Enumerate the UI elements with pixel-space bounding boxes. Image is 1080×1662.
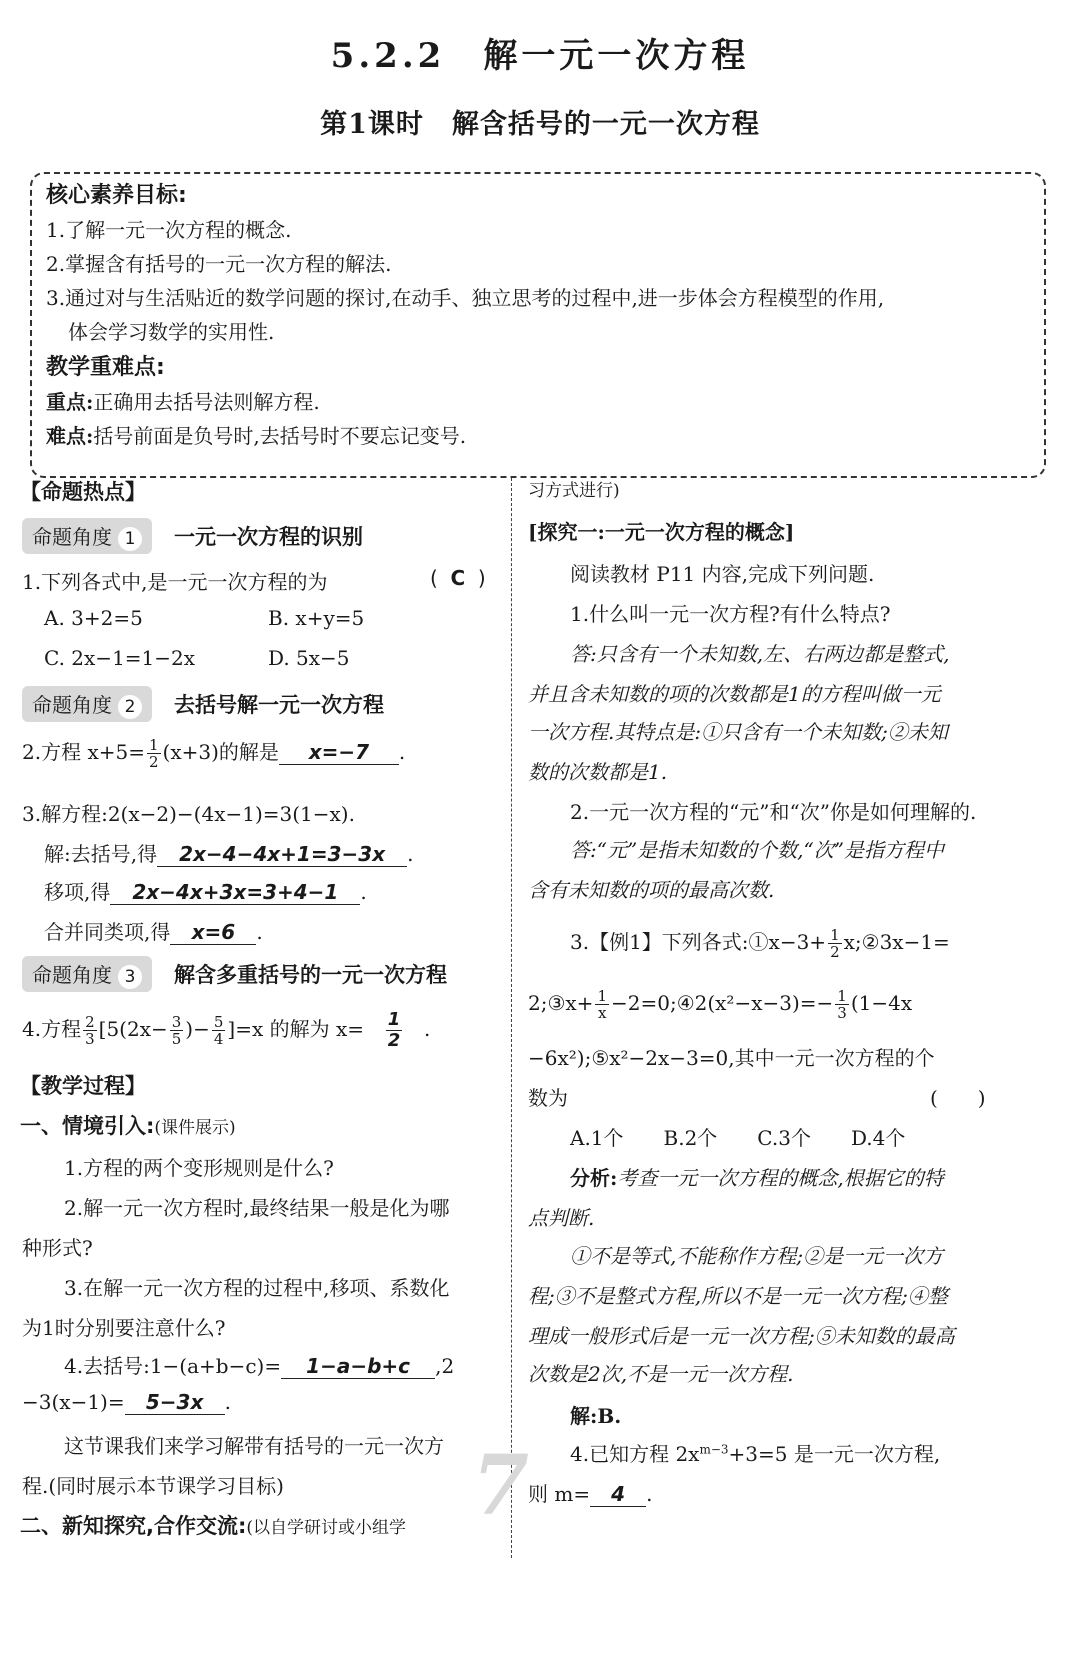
q1-option-d: D. 5x−5	[268, 646, 350, 670]
explore-a1-line3: 一次方程.其特点是:①只含有一个未知数;②未知	[528, 720, 948, 744]
analysis-line2: 点判断.	[528, 1206, 595, 1230]
section-1-title: 一、情境引入:(课件展示)	[20, 1114, 236, 1138]
example-1-options: A.1个 B.2个 C.3个 D.4个	[570, 1126, 906, 1150]
q3-step-3: 合并同类项,得 x=6 .	[44, 920, 263, 944]
q3-step-2: 移项,得 2x−4x+3x=3+4−1 .	[44, 880, 367, 904]
angle-1	[22, 518, 363, 552]
hard-point	[46, 420, 466, 449]
q3-stem: 3.解方程:2(x−2)−(4x−1)=3(1−x).	[22, 802, 355, 826]
explore-q2: 2.一元一次方程的“元”和“次”你是如何理解的.	[570, 800, 977, 824]
q3-answer-1: 2x−4−4x+1=3−3x	[157, 842, 407, 867]
hotspots-heading: 【命题热点】	[20, 480, 146, 504]
q1-option-c: C. 2x−1=1−2x	[44, 646, 196, 670]
q1-option-a: A. 3+2=5	[44, 606, 143, 630]
key-label: 重点:	[46, 390, 94, 414]
hard-text: 括号前面是负号时,去括号时不要忘记变号.	[93, 424, 467, 448]
example-1-line1: 3.【例1】下列各式:①x−3+ $\frac{1}{2}$ x;②3x−1=	[570, 926, 950, 961]
q1-answer: ( C )	[430, 566, 486, 590]
page-number: 7	[472, 1438, 530, 1534]
angle-number: 2	[118, 695, 142, 719]
analysis-line1: 分析:考查一元一次方程的概念,根据它的特	[570, 1166, 944, 1190]
example-1-line3: −6x²);⑤x²−2x−3=0,其中一元一次方程的个	[528, 1046, 935, 1070]
angle-tag	[22, 686, 152, 722]
detail-line1: ①不是等式,不能称作方程;②是一元一次方	[570, 1244, 944, 1268]
angle-number: 3	[118, 965, 142, 989]
process-q4-answer-2: 5−3x	[125, 1390, 225, 1415]
angle-label: 命题角度	[32, 525, 112, 549]
process-q4-answer-1: 1−a−b+c	[281, 1354, 435, 1379]
explore-q4-answer: 4	[590, 1482, 646, 1507]
solution: 解:B.	[570, 1404, 622, 1428]
explore-q1: 1.什么叫一元一次方程?有什么特点?	[570, 602, 891, 626]
explore-q4-line1: 4.已知方程 $2x^{m-3}+3=5$ 是一元一次方程,	[570, 1442, 941, 1466]
q4-answer	[364, 1010, 424, 1051]
q2: 2.方程 x+5= $\frac{1}{2}$ (x+3)的解是 x=−7 .	[22, 736, 406, 771]
process-q1: 1.方程的两个变形规则是什么?	[64, 1156, 334, 1180]
fraction: $\frac{1}{3}$	[837, 987, 847, 1022]
explore-q4-line2: 则 m= 4 .	[528, 1482, 653, 1506]
process-intro: 这节课我们来学习解带有括号的一元一次方	[64, 1434, 444, 1458]
goal-item-1: 1.了解一元一次方程的概念.	[46, 218, 292, 242]
read-instruction: 阅读教材 P11 内容,完成下列问题.	[570, 562, 875, 586]
goal-item-3: 3.通过对与生活贴近的数学问题的探讨,在动手、独立思考的过程中,进一步体会方程模型的作用,	[46, 286, 885, 310]
explore-a1-line1: 答:只含有一个未知数,左、右两边都是整式,	[570, 642, 950, 666]
process-intro-cont: 程.(同时展示本节课学习目标)	[22, 1474, 284, 1498]
fraction: $\frac{1}{2}$	[148, 736, 159, 771]
process-heading: 【教学过程】	[20, 1074, 146, 1098]
explore-a1-line2: 并且含未知数的项的次数都是1的方程叫做一元	[528, 682, 941, 706]
fraction: $\frac{5}{4}$	[213, 1013, 224, 1048]
fraction: $\frac{1}{2}$	[830, 926, 840, 961]
difficulty-heading: 教学重难点:	[46, 355, 165, 380]
page-subtitle: 第1课时 解含括号的一元一次方程	[320, 109, 760, 140]
detail-line2: 程;③不是整式方程,所以不是一元一次方程;④整	[528, 1284, 948, 1308]
explore-a2-line1: 答:“元”是指未知数的个数,“次”是指方程中	[570, 838, 944, 862]
section-2-title: 二、新知探究,合作交流:(以自学研讨或小组学	[20, 1514, 407, 1538]
column-divider	[511, 478, 512, 1558]
fraction: $\frac{1}{2}$	[387, 1009, 401, 1051]
q1-stem: 1.下列各式中,是一元一次方程的为	[22, 570, 328, 594]
angle-tag	[22, 956, 152, 992]
fraction: $\frac{2}{3}$	[85, 1013, 95, 1048]
process-q4-cont: −3(x−1)= 5−3x .	[22, 1390, 231, 1414]
goal-item-2: 2.掌握含有括号的一元一次方程的解法.	[46, 252, 392, 276]
process-q3: 3.在解一元一次方程的过程中,移项、系数化	[64, 1276, 450, 1300]
q3-answer-3: x=6	[170, 920, 256, 945]
q1-option-b: B. x+y=5	[268, 606, 365, 630]
fraction: $\frac{3}{5}$	[171, 1013, 182, 1048]
page-title: 5.2.2 解一元一次方程	[330, 36, 750, 76]
q2-answer: x=−7	[279, 740, 399, 765]
process-q2-cont: 种形式?	[22, 1236, 93, 1260]
angle-name: 一元一次方程的识别	[174, 525, 363, 549]
goal-item-3-cont: 体会学习数学的实用性.	[68, 320, 275, 344]
q3-answer-2: 2x−4x+3x=3+4−1	[110, 880, 360, 905]
angle-number: 1	[118, 527, 142, 551]
q4: 4.方程 $\frac{2}{3}$ [5(2x− $\frac{3}{5}$ )− $\frac{5}{4}$ ]=x 的解为 x= $\frac{1}{2}$ .	[22, 1009, 431, 1051]
angle-2	[22, 686, 384, 720]
example-1-line2: 2;③x+ $\frac{1}{x}$ −2=0;④2(x²−x−3)=− $\frac{1}{3}$ (1−4x	[528, 987, 913, 1022]
angle-3	[22, 956, 447, 990]
angle-name: 去括号解一元一次方程	[174, 693, 384, 717]
key-point	[46, 386, 320, 415]
example-1-line4: 数为	[528, 1086, 568, 1110]
goals-box	[30, 172, 1046, 478]
explore-1-heading: [探究一:一元一次方程的概念]	[528, 520, 795, 544]
angle-label: 命题角度	[32, 963, 112, 987]
angle-tag	[22, 518, 152, 554]
section-2-cont: 习方式进行)	[528, 481, 620, 501]
detail-line4: 次数是2次,不是一元一次方程.	[528, 1362, 794, 1386]
angle-name: 解含多重括号的一元一次方程	[174, 963, 447, 987]
q3-step-1: 解:去括号,得 2x−4−4x+1=3−3x .	[44, 842, 414, 866]
example-1-answer-paren: ( )	[930, 1086, 986, 1110]
explore-a1-line4: 数的次数都是1.	[528, 760, 668, 784]
explore-a2-line2: 含有未知数的项的最高次数.	[528, 878, 775, 902]
process-q2: 2.解一元一次方程时,最终结果一般是化为哪	[64, 1196, 450, 1220]
process-q4: 4.去括号:1−(a+b−c)= 1−a−b+c ,2	[64, 1354, 455, 1378]
goals-heading: 核心素养目标:	[46, 183, 187, 208]
angle-label: 命题角度	[32, 693, 112, 717]
key-text: 正确用去括号法则解方程.	[93, 390, 320, 414]
detail-line3: 理成一般形式后是一元一次方程;⑤未知数的最高	[528, 1324, 955, 1348]
hard-label: 难点:	[46, 424, 94, 448]
fraction: $\frac{1}{x}$	[597, 987, 607, 1022]
process-q3-cont: 为1时分别要注意什么?	[22, 1316, 226, 1340]
